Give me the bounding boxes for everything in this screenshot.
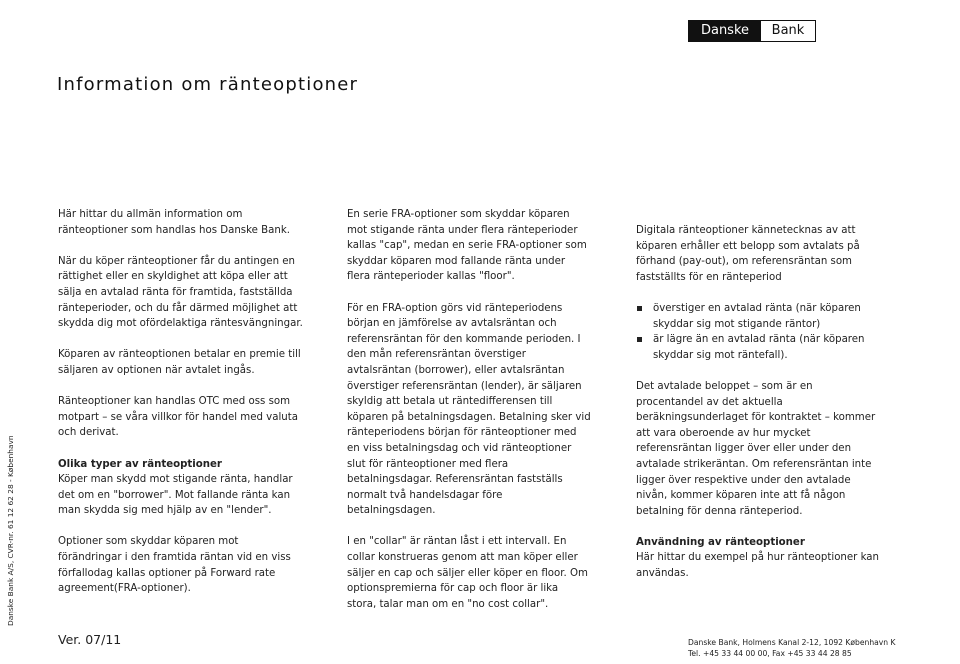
column-3 [636, 223, 906, 597]
usage-heading: Användning av ränteoptioner [636, 536, 805, 548]
column-2 [347, 207, 617, 628]
digital-options-paragraph: Digitala ränteoptioner kännetecknas av att köparen erhåller ett belopp som avtalats på förhand (pay-out), om referensräntan som fastställts för en ränteperiod [636, 225, 860, 283]
logo-word-danske: Danske [689, 21, 761, 41]
option-types-section: Olika typer av ränteoptioner Köper man skydd mot stigande ränta, handlar det om en "borrower". Mot fallande ränta kan man skydda sig med hjälp av en "lender". [58, 458, 293, 517]
address-line: Danske Bank, Holmens Kanal 2-12, 1092 København K [688, 638, 896, 647]
column-1 [58, 207, 323, 612]
amount-paragraph: Det avtalade beloppet – som är en procentandel av det aktuella beräkningsunderlaget för kontraktet – kommer att vara oberoende av hur mycket referensräntan ligger över eller under den avtalade strikeräntan. Om referensräntan inte ligger över respektive under den avtalade nivån, kommer köparen inte att få någon betalning för denna ränteperiod. [636, 380, 876, 517]
cap-floor-paragraph: En serie FRA-optioner som skyddar köparen mot stigande ränta under flera ränteperioder kallas "cap", medan en serie FRA-optioner som skyddar köparen mod fallande ränta under flera ränteperioder kallas "floor". [347, 209, 587, 283]
intro-paragraph: Här hittar du allmän information om ränteoptioner som handlas hos Danske Bank. [58, 209, 290, 236]
company-registration-text: Danske Bank A/S, CVR-nr. 61 12 62 28 - København [6, 435, 15, 626]
premium-paragraph: Köparen av ränteoptionen betalar en premie till säljaren av optionen när avtalet ingås. [58, 349, 301, 376]
phone-line: Tel. +45 33 44 00 00, Fax +45 33 44 28 85 [688, 649, 852, 658]
fra-settlement-paragraph: För en FRA-option görs vid ränteperiodens början en jämförelse av avtalsräntan och referensräntan för den kommande perioden. I den mån referensräntan överstiger avtalsräntan (borrower), eller avtalsräntan överstiger referensräntan (lender), är säljaren skyldig att betala ut räntedifferensen till köparen på betalningsdagen. Betalning sker vid ränteperiodens början för ränteoptioner med en viss betalningsdag och vid ränteoptioner slut för ränteoptioner med flera betalningsdagar. Referensräntan fastställs normalt två handelsdagar före betalningsdagen. [347, 302, 591, 517]
collar-paragraph: I en "collar" är räntan låst i ett intervall. En collar konstrueras genom att man köper eller säljer en cap och säljer eller köper en floor. Om optionspremierna för cap och floor är lika stora, talar man om en "no cost collar". [347, 536, 588, 610]
option-types-heading: Olika typer av ränteoptioner [58, 458, 222, 470]
rights-paragraph: När du köper ränteoptioner får du antingen en rättighet eller en skyldighet att köpa eller att sälja en avtalad ränta för framtida, fastställda ränteperioder, och du får därmed möjlighet att skydda dig mot ofördelaktiga räntesvängningar. [58, 255, 303, 330]
page-title: Information om ränteoptioner [57, 74, 359, 95]
footer-address [688, 637, 896, 659]
otc-paragraph: Ränteoptioner kan handlas OTC med oss som motpart – se våra villkor för handel med valuta och derivat. [58, 396, 298, 439]
list-item: överstiger en avtalad ränta (när köparen skyddar sig mot stigande räntor) [636, 301, 906, 332]
usage-section: Användning av ränteoptioner Här hittar du exempel på hur ränteoptioner kan användas. [636, 536, 880, 580]
fra-paragraph: Optioner som skyddar köparen mot förändringar i den framtida räntan vid en viss förfallodag kallas optioner på Forward rate agreement(FRA-optioner). [58, 536, 291, 595]
logo-word-bank: Bank [761, 21, 815, 41]
list-item: är lägre än en avtalad ränta (när köparen skyddar sig mot räntefall). [636, 332, 906, 363]
bullet-square-icon [637, 337, 642, 342]
danske-bank-logo [688, 20, 816, 42]
version-label: Ver. 07/11 [58, 632, 122, 647]
bullet-square-icon [637, 306, 642, 311]
conditions-list [636, 301, 906, 363]
